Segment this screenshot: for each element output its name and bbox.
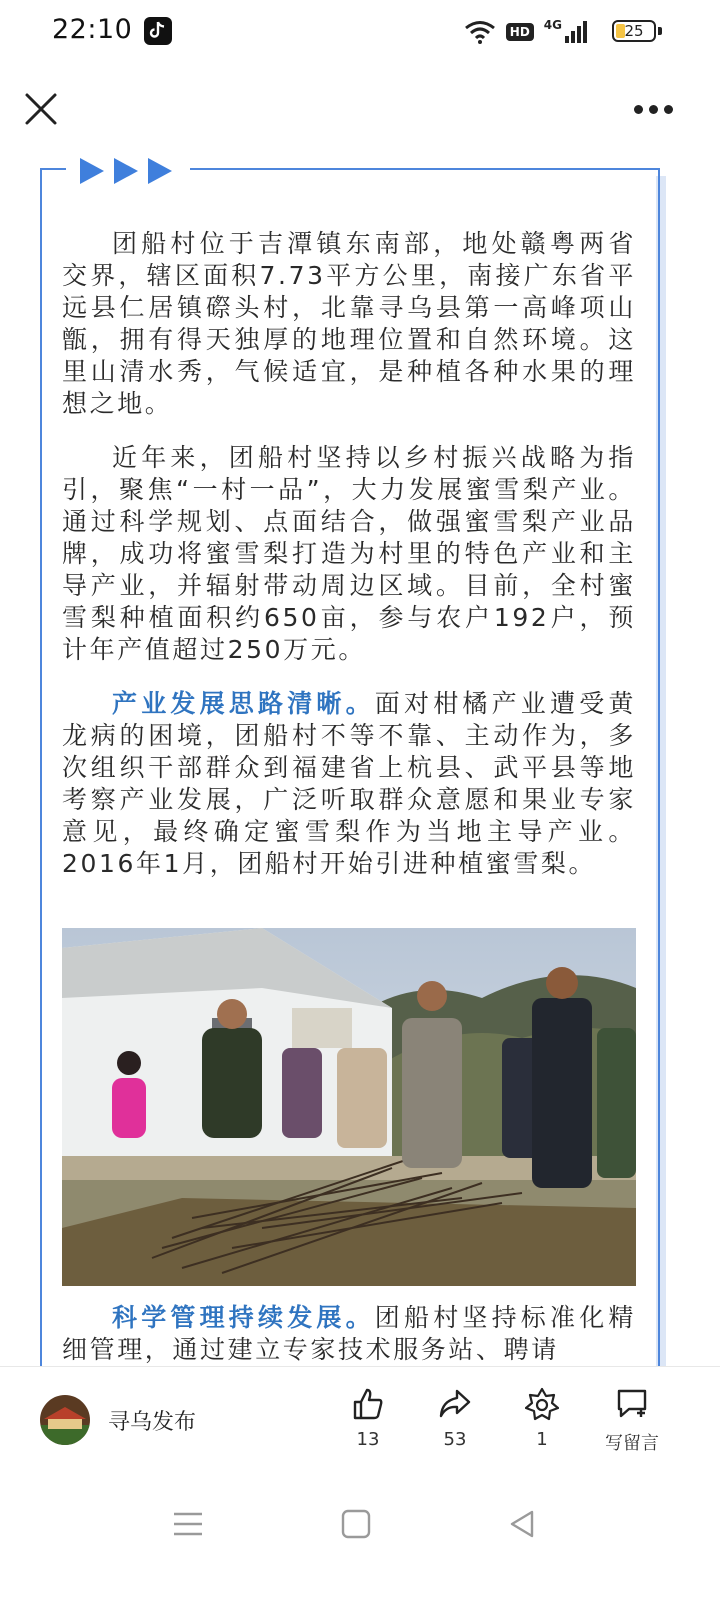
menu-icon [168,1506,208,1542]
article-paragraph: 团船村位于吉潭镇东南部，地处赣粤两省交界，辖区面积7.73平方公里，南接广东省平远县仁居镇磜头村，北靠寻乌县第一高峰项山甑，拥有得天独厚的地理位置和自然环境。这里山清水秀，气候适宜，是种植各种水果的理想之地。 [62,229,636,418]
article-photo[interactable] [62,928,636,1286]
status-bar [0,0,720,64]
article-content [62,228,636,902]
battery-tip [658,27,662,35]
more-icon-dot [634,105,643,114]
thumbs-up-icon [351,1387,385,1421]
article-paragraph [62,1302,636,1366]
battery-level: 25 [624,22,644,40]
recommend-flower-icon [525,1387,559,1421]
account-avatar[interactable] [40,1395,90,1445]
like-button[interactable] [328,1387,408,1450]
section-body: 团船村坚持标准化精细管理，通过建立专家技术服务站、聘请 [62,1303,636,1364]
close-button[interactable] [24,92,58,126]
more-button[interactable] [634,100,676,118]
share-button[interactable] [415,1387,495,1450]
recommend-button[interactable] [502,1387,582,1450]
more-icon-dot [649,105,658,114]
battery-icon [612,20,656,42]
nav-menu-button[interactable] [168,1506,208,1542]
arrow-decoration-icon [80,158,172,184]
like-count: 13 [356,1429,380,1450]
network-type: 4G [543,18,562,32]
recommend-count: 1 [536,1429,548,1450]
share-arrow-icon [438,1387,472,1421]
section-body: 面对柑橘产业遭受黄龙病的困境，团船村不等不靠、主动作为，多次组织干部群众到福建省上杭县、武平县等地考察产业发展，广泛听取群众意愿和果业专家意见，最终确定蜜雪梨作为当地主导产业。2016年1月，团船村开始引进种植蜜雪梨。 [62,689,636,878]
tiktok-notification-icon [144,17,172,45]
wifi-icon [464,20,496,44]
signal-icon [564,20,588,44]
hd-badge: HD [506,23,534,41]
comment-label: 写留言 [605,1433,659,1454]
home-square-icon [338,1506,374,1542]
more-icon-dot [664,105,673,114]
status-time: 22:10 [52,14,133,45]
comment-button[interactable] [592,1387,672,1455]
article-paragraph: 近年来，团船村坚持以乡村振兴战略为指引，聚焦“一村一品”，大力发展蜜雪梨产业。通过科学规划、点面结合，做强蜜雪梨产业品牌，成功将蜜雪梨打造为村里的特色产业和主导产业，并辐射带动周边区域。目前，全村蜜雪梨种植面积约650亩，参与农户192户，预计年产值超过250万元。 [62,443,636,664]
account-name[interactable]: 寻乌发布 [108,1410,197,1435]
nav-back-button[interactable] [504,1506,540,1542]
back-triangle-icon [504,1506,540,1542]
close-icon [24,92,58,126]
article-paragraph [62,688,636,880]
article-action-bar [0,1366,720,1477]
system-nav-bar [0,1476,720,1600]
section-heading: 产业发展思路清晰。 [112,689,375,718]
nav-home-button[interactable] [338,1506,374,1542]
comment-add-icon [615,1387,649,1421]
share-count: 53 [443,1429,467,1450]
section-heading: 科学管理持续发展。 [112,1303,375,1332]
